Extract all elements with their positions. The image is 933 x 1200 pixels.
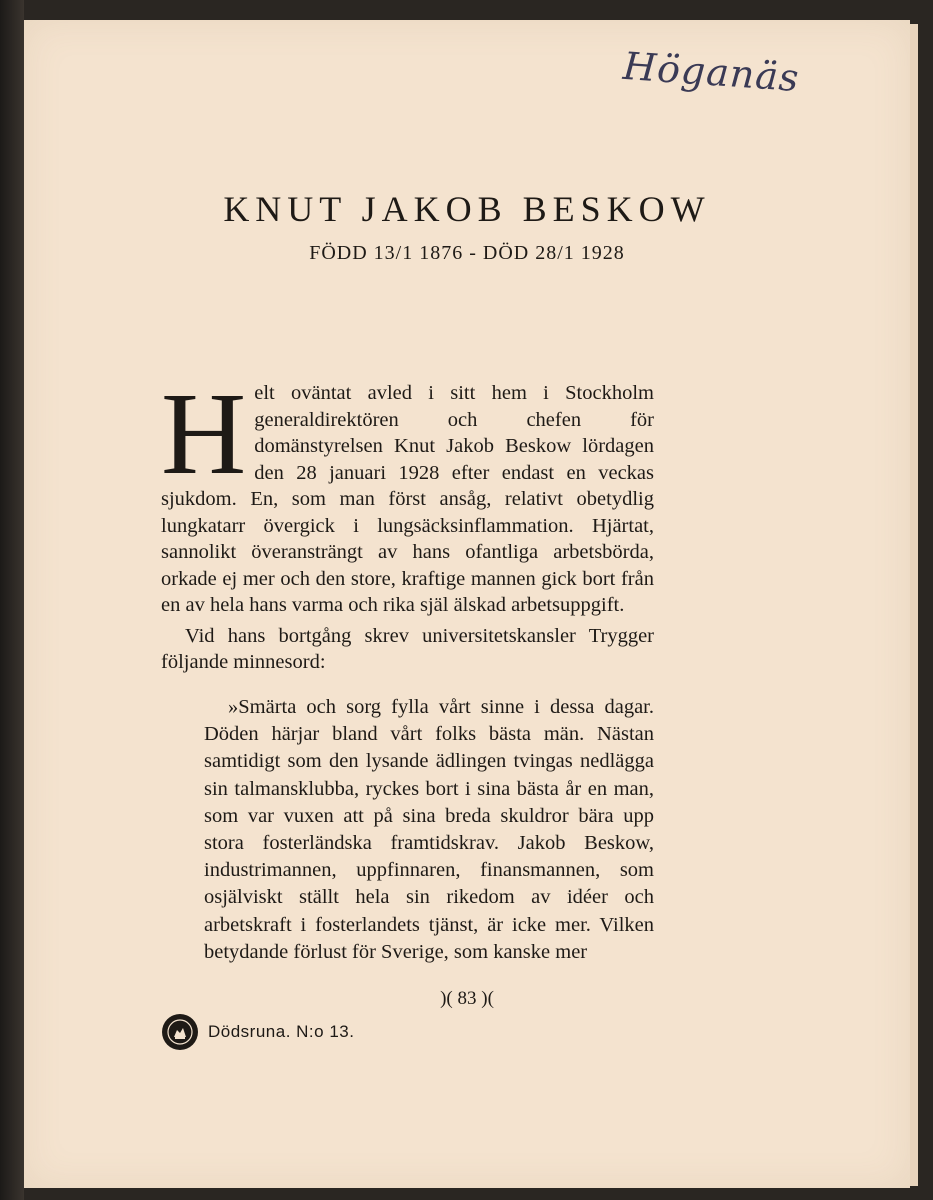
drop-cap: H [161,368,247,499]
background-edge [0,0,24,1200]
paragraph-1-text: elt oväntat avled i sitt hem i Stockholm generaldirektören och chefen för domänstyrelsen Knut Jakob Beskow lördagen den 28 januari 1928 efter endast en veckas sjukdom. En, som man först ansåg, relativt obetydlig lungkatarr övergick i lungsäcksinflammation. Hjärtat, sannolikt överansträngt av hans ofantliga arbetsbörda, orkade ej mer och den store, kraftige mannen gick bort från en av hela hans varma och rika själ älskad arbetsuppgift. [161,382,654,616]
obituary-body [161,368,654,676]
birth-death-dates: FÖDD 13/1 1876 - DÖD 28/1 1928 [309,242,625,264]
paragraph-2: Vid hans bortgång skrev universitetskansler Trygger följande minnesord: [161,624,654,673]
page-title: KNUT JAKOB BESKOW [223,189,711,229]
quote-text: »Smärta och sorg fylla vårt sinne i dessa dagar. Döden härjar bland vårt folks bästa män. Nästan samtidigt som den lysande ädlingen tvingas nedlägga sin talmansklubba, ryckes bort i sina bästa år en man, som var vuxen att på sina breda skuldror bära upp stora fosterländska framtidskrav. Jakob Beskow, industrimannen, uppfinnaren, finansmannen, som osjälviskt ställt hela sin rikedom av idéer och arbetskraft i fosterlandets tjänst, är icke mer. Vilken betydande förlust för Sverige, som kanske mer [204,696,654,963]
paragraph-1 [161,368,654,619]
seal-emblem-icon [166,1018,194,1046]
footer-text: Dödsruna. N:o 13. [208,1022,355,1041]
publisher-seal-icon [162,1014,198,1050]
document-page [24,20,910,1188]
page-number: )( 83 )( [440,988,494,1009]
footer [162,1014,354,1050]
quote-block [204,694,654,966]
handwritten-note: Höganäs [622,43,802,101]
page-edge [910,24,918,1186]
